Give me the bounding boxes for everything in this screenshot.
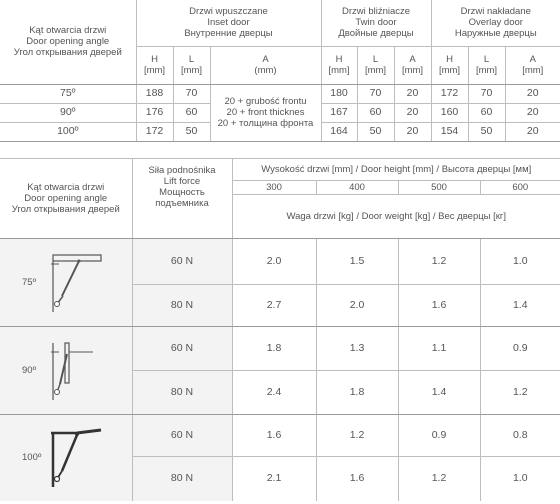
height-500: 500 <box>398 181 480 195</box>
overlay-a-header: A [mm] <box>505 46 560 84</box>
table-row: 90º 176 60 167 60 20 160 60 20 <box>0 103 560 122</box>
inset-l-header: L [mm] <box>173 46 210 84</box>
door-height-header: Wysokość drzwi [mm] / Door height [mm] / Высота дверцы [мм] <box>232 159 560 181</box>
lift-force-header: Siła podnośnika Lift force Мощность подъемника <box>132 159 232 239</box>
door-weight-header: Waga drzwi [kg] / Door weight [kg] / Вес дверцы [кг] <box>232 195 560 239</box>
table-row: 80 N 2.4 1.8 1.4 1.2 <box>0 371 560 415</box>
overlay-door-header: Drzwi nakładane Overlay door Наружные дверцы <box>431 0 560 46</box>
a-formula-cell: 20 + grubość frontu 20 + front thicknes 20 + толщина фронта <box>210 84 321 141</box>
twin-l-header: L [mm] <box>357 46 394 84</box>
angle-90-cell: 90º <box>0 327 132 415</box>
angle-75-cell: 75º <box>0 239 132 327</box>
inset-a-header: A (mm) <box>210 46 321 84</box>
lift-hinge-90-icon <box>49 340 103 402</box>
twin-door-header: Drzwi bliźniacze Twin door Двойные дверцы <box>321 0 431 46</box>
angle-100-cell: 100º <box>0 415 132 501</box>
inset-h-header: H [mm] <box>136 46 173 84</box>
twin-h-header: H [mm] <box>321 46 357 84</box>
angle-header: Kąt otwarcia drzwi Door opening angle Угол открывания дверей <box>0 0 136 84</box>
overlay-h-header: H [mm] <box>431 46 468 84</box>
table-row: 90º 60 N 1.8 1.3 1.1 0.9 <box>0 327 560 371</box>
lift-force-table <box>0 158 560 501</box>
table-row: 75º 60 N 2.0 1.5 1.2 1.0 <box>0 239 560 285</box>
table-row: 80 N 2.7 2.0 1.6 1.4 <box>0 285 560 327</box>
height-400: 400 <box>316 181 398 195</box>
table-row: 80 N 2.1 1.6 1.2 1.0 <box>0 457 560 501</box>
door-dimensions-table <box>0 0 560 142</box>
overlay-l-header: L [mm] <box>468 46 505 84</box>
table-row: 100º 60 N 1.6 1.2 0.9 0.8 <box>0 415 560 457</box>
inset-door-header: Drzwi wpuszczane Inset door Внутренние дверцы <box>136 0 321 46</box>
table-row: 75º 188 70 20 + grubość frontu 20 + front thicknes 20 + толщина фронта 180 70 20 172 70 20 <box>0 84 560 103</box>
lift-angle-header: Kąt otwarcia drzwi Door opening angle Угол открывания дверей <box>0 159 132 239</box>
height-600: 600 <box>480 181 560 195</box>
lift-hinge-75-icon <box>49 252 103 314</box>
twin-a-header: A [mm] <box>394 46 431 84</box>
height-300: 300 <box>232 181 316 195</box>
table-row: 100º 172 50 164 50 20 154 50 20 <box>0 122 560 141</box>
lift-hinge-100-icon <box>49 427 103 489</box>
